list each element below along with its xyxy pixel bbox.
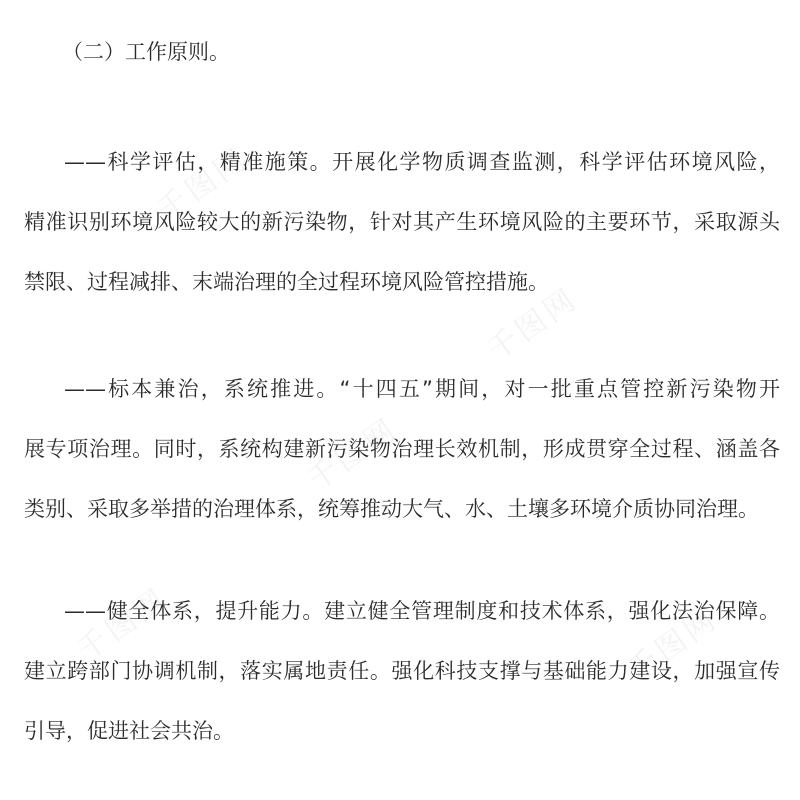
- paragraph-scientific-assessment: [24, 132, 780, 312]
- paragraph-line: 类别、采取多举措的治理体系，统筹推动大气、水、土壤多环境介质协同治理。: [24, 497, 759, 521]
- paragraph-line: ——标本兼治，系统推进。“十四五”期间，对一批重点管控新污染物开: [64, 377, 780, 401]
- paragraph-line: 展专项治理。同时，系统构建新污染物治理长效机制，形成贯穿全过程、涵盖各: [24, 437, 780, 461]
- watermark: 千图网: [151, 141, 255, 229]
- paragraph-line: 建立跨部门协调机制，落实属地责任。强化科技支撑与基础能力建设，加强宣传: [24, 659, 780, 683]
- watermark: 千图网: [481, 281, 585, 369]
- watermark: 千图网: [301, 411, 405, 499]
- paragraph-system-capacity: [24, 581, 780, 761]
- paragraph-line: 引导，促进社会共治。: [24, 719, 234, 743]
- paragraph-line: 精准识别环境风险较大的新污染物，针对其产生环境风险的主要环节，采取源头: [24, 210, 780, 234]
- paragraph-line: ——科学评估，精准施策。开展化学物质调查监测，科学评估环境风险，: [64, 150, 780, 174]
- watermark: 千图网: [621, 601, 725, 689]
- section-heading: （二）工作原则。: [62, 40, 230, 64]
- paragraph-line: 禁限、过程减排、末端治理的全过程环境风险管控措施。: [24, 270, 549, 294]
- paragraph-systematic-advance: [24, 359, 780, 539]
- watermark: 千图网: [71, 581, 175, 669]
- paragraph-line: ——健全体系，提升能力。建立健全管理制度和技术体系，强化法治保障。: [64, 599, 780, 623]
